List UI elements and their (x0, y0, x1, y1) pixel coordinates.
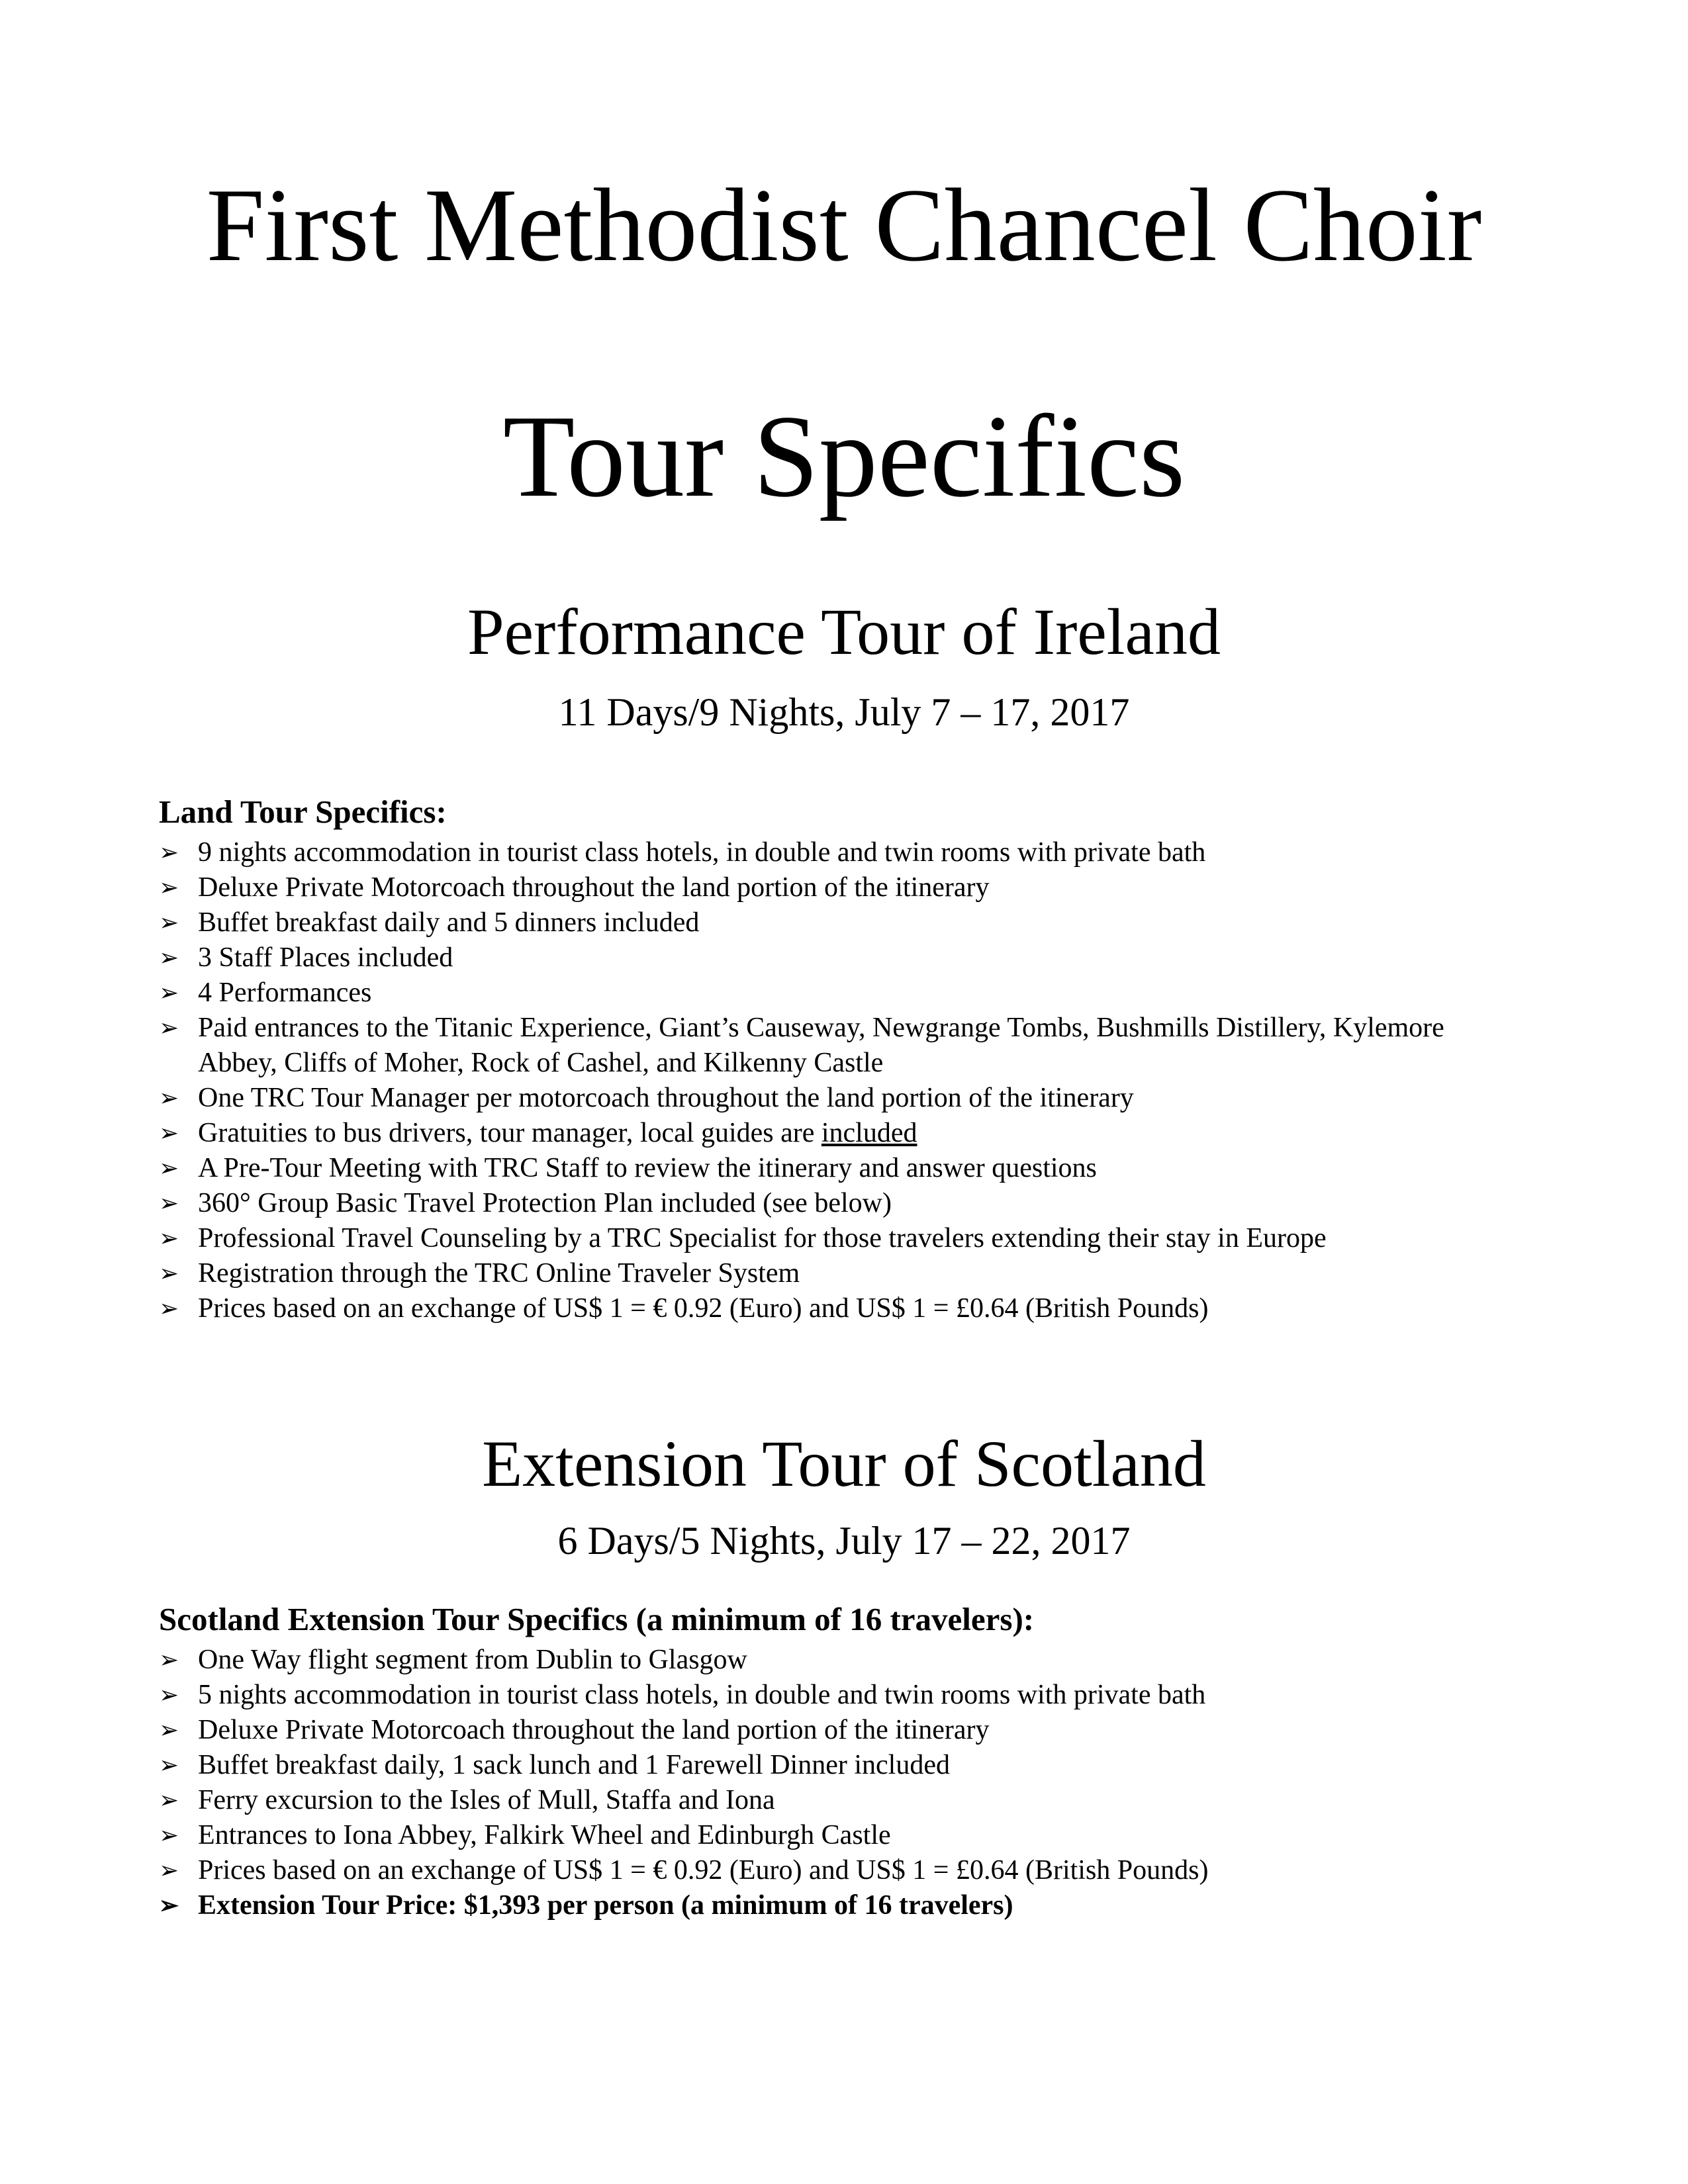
arrowhead-bullet-icon: ➢ (159, 839, 179, 866)
ireland-tour-title: Performance Tour of Ireland (467, 595, 1221, 668)
arrowhead-bullet-icon: ➢ (159, 1225, 179, 1251)
list-item: ➢ One TRC Tour Manager per motorcoach throughout the land portion of the itinerary (159, 1081, 1562, 1116)
scotland-extension-heading: Scotland Extension Tour Specifics (a minimum of 16 travelers): (159, 1601, 1035, 1637)
list-item: ➢ Deluxe Private Motorcoach throughout the land portion of the itinerary (159, 870, 1562, 905)
scotland-tour-dates: 6 Days/5 Nights, July 17 – 22, 2017 (557, 1519, 1131, 1563)
list-item-continuation: Abbey, Cliffs of Moher, Rock of Cashel, and Kilkenny Castle (198, 1048, 884, 1078)
arrowhead-bullet-icon: ➢ (159, 1155, 179, 1181)
list-item: ➢ 4 Performances (159, 976, 1562, 1011)
arrowhead-bullet-icon: ➢ (159, 874, 179, 901)
ireland-tour-dates: 11 Days/9 Nights, July 7 – 17, 2017 (558, 690, 1130, 734)
arrowhead-bullet-icon: ➢ (159, 1190, 179, 1216)
list-item: ➢ 360° Group Basic Travel Protection Plan included (see below) (159, 1186, 1562, 1221)
arrowhead-bullet-icon: ➢ (159, 909, 179, 936)
arrowhead-bullet-icon: ➢ (159, 1682, 179, 1708)
arrowhead-bullet-icon: ➢ (159, 1752, 179, 1778)
list-item: ➢ A Pre-Tour Meeting with TRC Staff to review the itinerary and answer questions (159, 1151, 1562, 1186)
list-item: ➢ One Way flight segment from Dublin to Glasgow (159, 1643, 1562, 1678)
list-item: ➢ Professional Travel Counseling by a TRC Specialist for those travelers extending their stay in Europe (159, 1221, 1562, 1256)
arrowhead-bullet-icon: ➢ (159, 1120, 179, 1146)
list-item: ➢ Buffet breakfast daily, 1 sack lunch and 1 Farewell Dinner included (159, 1748, 1562, 1783)
arrowhead-bullet-icon: ➢ (159, 1647, 179, 1673)
arrowhead-bullet-icon: ➢ (159, 1260, 179, 1287)
arrowhead-bullet-icon: ➢ (159, 1085, 179, 1111)
list-item: ➢ Prices based on an exchange of US$ 1 = € 0.92 (Euro) and US$ 1 = £0.64 (British Pounds) (159, 1291, 1562, 1326)
list-item: ➢ 3 Staff Places included (159, 940, 1562, 976)
scotland-tour-title: Extension Tour of Scotland (482, 1427, 1206, 1500)
arrowhead-bullet-icon: ➢ (159, 1787, 179, 1813)
scotland-extension-list (159, 1643, 1562, 1923)
list-item: ➢ Deluxe Private Motorcoach throughout the land portion of the itinerary (159, 1713, 1562, 1748)
arrowhead-bullet-icon: ➢ (159, 979, 179, 1006)
arrowhead-bullet-icon: ➢ (159, 1295, 179, 1322)
list-item: ➢ 9 nights accommodation in tourist class hotels, in double and twin rooms with private bath (159, 835, 1562, 870)
arrowhead-bullet-icon: ➢ (159, 1822, 179, 1848)
list-item: ➢ Paid entrances to the Titanic Experience, Giant’s Causeway, Newgrange Tombs, Bushmills Distillery, Kylemore Abbey, Cliffs of Moher, Rock of Cashel, and Kilkenny Castle (159, 1011, 1562, 1081)
list-item: ➢ Registration through the TRC Online Traveler System (159, 1256, 1562, 1291)
underlined-word: included (821, 1118, 917, 1148)
arrowhead-bullet-icon: ➢ (159, 944, 179, 971)
arrowhead-bullet-icon: ➢ (159, 1015, 179, 1041)
extension-price-item: ➢ Extension Tour Price: $1,393 per person (a minimum of 16 travelers) (159, 1888, 1562, 1923)
list-item: ➢ Entrances to Iona Abbey, Falkirk Wheel and Edinburgh Castle (159, 1818, 1562, 1853)
arrowhead-bullet-icon: ➢ (159, 1717, 179, 1743)
organization-title: First Methodist Chancel Choir (206, 167, 1482, 283)
list-item: ➢ 5 nights accommodation in tourist class hotels, in double and twin rooms with private bath (159, 1678, 1562, 1713)
land-tour-list (159, 835, 1562, 1326)
document-title: Tour Specifics (502, 390, 1186, 522)
arrowhead-bullet-icon: ➢ (159, 1857, 179, 1884)
list-item: ➢ Ferry excursion to the Isles of Mull, Staffa and Iona (159, 1783, 1562, 1818)
arrowhead-bullet-icon: ➢ (159, 1892, 179, 1919)
list-item: ➢ Gratuities to bus drivers, tour manager, local guides are included (159, 1116, 1562, 1151)
land-tour-heading: Land Tour Specifics: (159, 794, 447, 830)
list-item: ➢ Prices based on an exchange of US$ 1 = € 0.92 (Euro) and US$ 1 = £0.64 (British Pounds) (159, 1853, 1562, 1888)
list-item: ➢ Buffet breakfast daily and 5 dinners included (159, 905, 1562, 940)
